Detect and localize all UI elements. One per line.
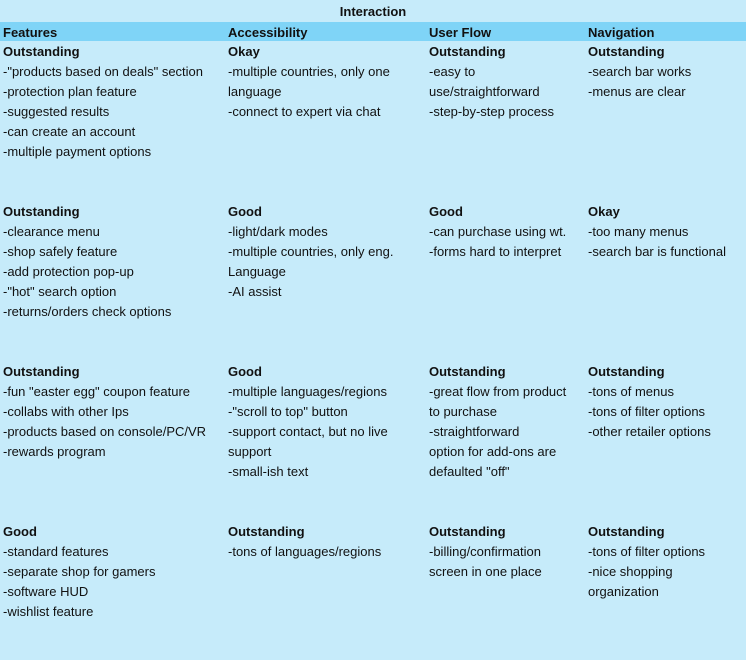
cell-user-flow-row-4[interactable] <box>429 522 542 582</box>
note-line: -search bar works <box>588 64 692 79</box>
note-line: -multiple countries, only eng. <box>228 244 394 259</box>
note-line: -collabs with other Ips <box>3 404 129 419</box>
header-accessibility: Accessibility <box>228 25 308 40</box>
rating-label: Outstanding <box>588 524 665 539</box>
note-line: -products based on console/PC/VR <box>3 424 207 439</box>
note-line: option for add-ons are <box>429 444 557 459</box>
rating-label: Okay <box>228 44 260 59</box>
note-line: -can purchase using wt. <box>429 224 567 239</box>
note-line: -wishlist feature <box>3 604 94 619</box>
note-line: -nice shopping <box>588 564 673 579</box>
note-line: organization <box>588 584 659 599</box>
note-line: -multiple countries, only one <box>228 64 390 79</box>
note-line: -AI assist <box>228 284 282 299</box>
cell-navigation-row-2[interactable] <box>588 202 726 262</box>
note-line: -clearance menu <box>3 224 100 239</box>
rating-label: Outstanding <box>429 524 506 539</box>
note-line: -easy to <box>429 64 476 79</box>
rating-label: Good <box>429 204 463 219</box>
note-line: -add protection pop-up <box>3 264 134 279</box>
note-line: -forms hard to interpret <box>429 244 562 259</box>
rating-label: Good <box>228 204 262 219</box>
cell-accessibility-row-2[interactable] <box>228 202 393 302</box>
note-line: -tons of filter options <box>588 544 706 559</box>
note-line: -search bar is functional <box>588 244 727 259</box>
note-line: screen in one place <box>429 564 542 579</box>
note-line: -billing/confirmation <box>429 544 541 559</box>
header-row <box>0 22 746 41</box>
note-line: -other retailer options <box>588 424 711 439</box>
cell-user-flow-row-2[interactable] <box>429 202 566 262</box>
note-line: support <box>228 444 272 459</box>
note-line: -tons of filter options <box>588 404 706 419</box>
note-line: -suggested results <box>3 104 110 119</box>
note-line: -great flow from product <box>429 384 567 399</box>
note-line: use/straightforward <box>429 84 540 99</box>
rating-label: Outstanding <box>228 524 305 539</box>
note-line: -"scroll to top" button <box>228 404 348 419</box>
cell-accessibility-row-1[interactable] <box>228 42 390 122</box>
rating-label: Good <box>3 524 37 539</box>
cell-features-row-1[interactable] <box>3 42 203 162</box>
note-line: -tons of menus <box>588 384 674 399</box>
note-line: -multiple payment options <box>3 144 152 159</box>
note-line: -"hot" search option <box>3 284 117 299</box>
note-line: -tons of languages/regions <box>228 544 382 559</box>
cell-features-row-3[interactable] <box>3 362 206 462</box>
rating-label: Outstanding <box>429 44 506 59</box>
note-line: -menus are clear <box>588 84 686 99</box>
note-line: -multiple languages/regions <box>228 384 387 399</box>
note-line: defaulted "off" <box>429 464 510 479</box>
note-line: to purchase <box>429 404 497 419</box>
note-line: -software HUD <box>3 584 89 599</box>
rating-label: Outstanding <box>3 364 80 379</box>
note-line: language <box>228 84 282 99</box>
note-line: -light/dark modes <box>228 224 328 239</box>
rating-label: Outstanding <box>588 44 665 59</box>
note-line: -support contact, but no live <box>228 424 388 439</box>
rating-label: Outstanding <box>429 364 506 379</box>
cell-accessibility-row-3[interactable] <box>228 362 388 482</box>
note-line: -fun "easter egg" coupon feature <box>3 384 191 399</box>
header-features: Features <box>3 25 58 40</box>
note-line: -returns/orders check options <box>3 304 172 319</box>
cell-navigation-row-4[interactable] <box>588 522 705 602</box>
note-line: Language <box>228 264 286 279</box>
note-line: -step-by-step process <box>429 104 554 119</box>
note-line: -can create an account <box>3 124 136 139</box>
cell-features-row-2[interactable] <box>3 202 171 322</box>
note-line: -rewards program <box>3 444 106 459</box>
cell-features-row-4[interactable] <box>3 522 155 622</box>
rating-label: Outstanding <box>588 364 665 379</box>
cell-navigation-row-3[interactable] <box>588 362 711 442</box>
sheet-title: Interaction <box>339 4 407 19</box>
note-line: -protection plan feature <box>3 84 137 99</box>
cell-accessibility-row-4[interactable] <box>228 522 381 562</box>
header-user-flow: User Flow <box>429 25 492 40</box>
rating-label: Outstanding <box>3 204 80 219</box>
cell-user-flow-row-3[interactable] <box>429 362 566 482</box>
title-row <box>0 0 746 23</box>
note-line: -"products based on deals" section <box>3 64 204 79</box>
note-line: -separate shop for gamers <box>3 564 156 579</box>
rating-label: Good <box>228 364 262 379</box>
note-line: -shop safely feature <box>3 244 118 259</box>
note-line: -standard features <box>3 544 109 559</box>
cell-user-flow-row-1[interactable] <box>429 42 554 122</box>
note-line: -small-ish text <box>228 464 309 479</box>
rating-label: Outstanding <box>3 44 80 59</box>
note-line: -too many menus <box>588 224 689 239</box>
note-line: -straightforward <box>429 424 520 439</box>
header-navigation: Navigation <box>588 25 655 40</box>
cell-navigation-row-1[interactable] <box>588 42 691 102</box>
note-line: -connect to expert via chat <box>228 104 381 119</box>
rating-label: Okay <box>588 204 620 219</box>
